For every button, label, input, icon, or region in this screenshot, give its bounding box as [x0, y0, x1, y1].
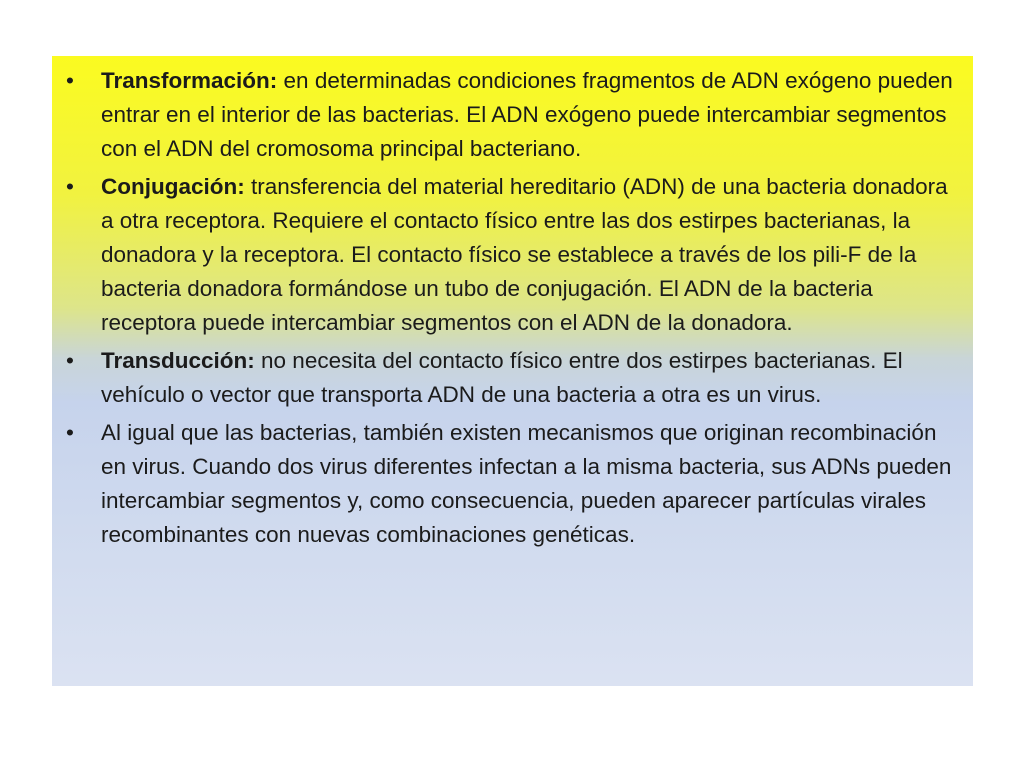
bullet-text: Al igual que las bacterias, también existen mecanismos que originan recombinación en virus. Cuando dos virus diferentes infectan a la misma bacteria, sus ADNs pueden intercambiar segmentos y, como consecuencia, pueden aparecer partículas virales recombinantes con nuevas combinaciones genéticas. [101, 420, 952, 547]
bullet-dot: • [66, 68, 74, 93]
bullet-item-virus [60, 416, 965, 552]
bullet-text: transferencia del material hereditario (ADN) de una bacteria donadora a otra receptora. Requiere el contacto físico entre las dos estirpes bacterianas, la donadora y la receptora. El contacto físico se establece a través de los pili-F de la bacteria donadora formándose un tubo de conjugación. El ADN de la bacteria receptora puede intercambiar segmentos con el ADN de la donadora. [101, 174, 948, 335]
bullet-term: Transducción: [101, 348, 255, 373]
bullet-item-transformacion [60, 64, 965, 166]
bullet-item-transduccion [60, 344, 965, 412]
bullet-term: Transformación: [101, 68, 278, 93]
bullet-list [60, 64, 965, 556]
bullet-term: Conjugación: [101, 174, 245, 199]
bullet-dot: • [66, 174, 74, 199]
bullet-text: no necesita del contacto físico entre dos estirpes bacterianas. El vehículo o vector que transporta ADN de una bacteria a otra es un virus. [101, 348, 903, 407]
bullet-item-conjugacion [60, 170, 965, 340]
bullet-dot: • [66, 348, 74, 373]
bullet-dot: • [66, 420, 74, 445]
bullet-text: en determinadas condiciones fragmentos de ADN exógeno pueden entrar en el interior de las bacterias. El ADN exógeno puede intercambiar segmentos con el ADN del cromosoma principal bacteriano. [101, 68, 953, 161]
